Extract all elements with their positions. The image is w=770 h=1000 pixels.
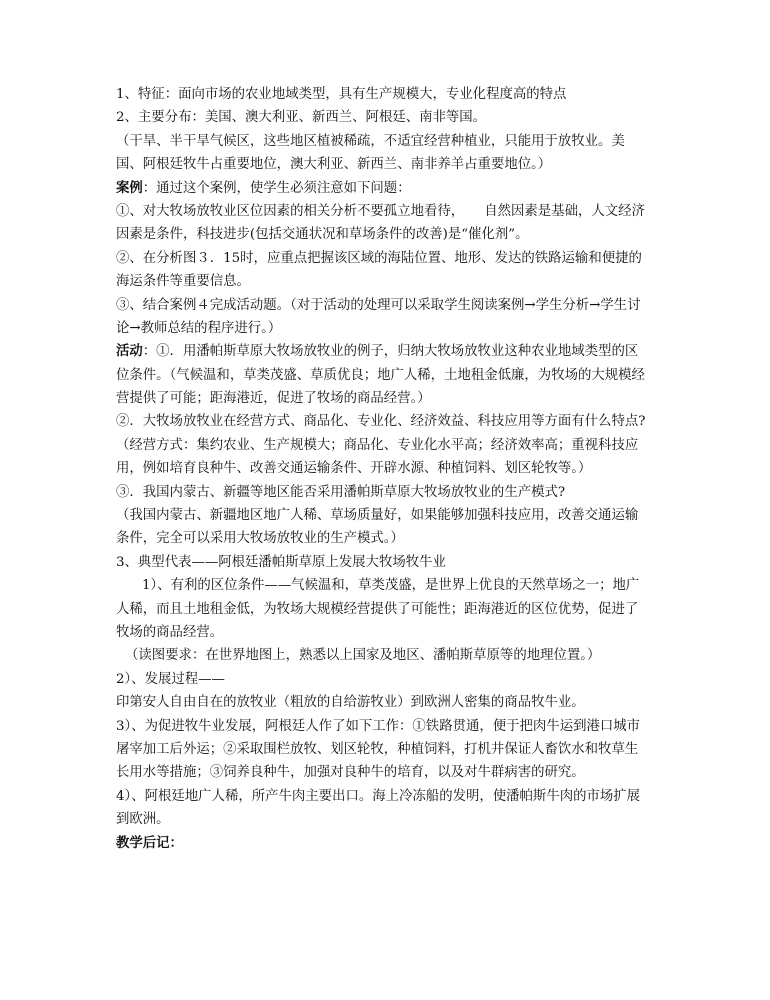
section-label: 案例 (116, 179, 143, 196)
text-line (116, 247, 661, 270)
text-line (116, 598, 661, 621)
text-line (116, 317, 661, 340)
line-text: （我国内蒙古、新疆地区地广人稀、草场质量好，如果能够加强科技应用，改善交通运输 (116, 508, 639, 524)
text-line (116, 481, 661, 504)
text-line (116, 808, 661, 831)
line-text: （读图要求：在世界地图上，熟悉以上国家及地区、潘帕斯草原等的地理位置。） (125, 648, 601, 664)
line-text: 屠宰加工后外运；②采取围栏放牧、划区轮牧，种植饲料，打机井保证人畜饮水和牧草生 (116, 741, 639, 757)
text-line (116, 644, 661, 667)
line-text: ③、结合案例４完成活动题。（对于活动的处理可以采取学生阅读案例→学生分析→学生讨 (116, 297, 641, 313)
text-line (116, 177, 661, 200)
text-line (116, 106, 661, 129)
line-text: 2）、发展过程—— (116, 671, 225, 687)
text-line (116, 457, 661, 480)
text-line (116, 83, 661, 106)
text-line (116, 130, 661, 153)
text-line (116, 434, 661, 457)
line-text: 长用水等措施；③饲养良种牛，加强对良种牛的培育，以及对牛群病害的研究。 (116, 765, 585, 781)
text-line (116, 364, 661, 387)
line-text: ②、在分析图３．15时，应重点把握该区域的海陆位置、地形、发达的铁路运输和便捷的 (116, 250, 642, 266)
line-text: ：①．用潘帕斯草原大牧场放牧业的例子，归纳大牧场放牧业这种农业地域类型的区 (142, 344, 639, 360)
line-text: 营提供了可能；距海港近，促进了牧场的商品经营。） (116, 391, 431, 407)
text-line (116, 294, 661, 317)
text-line (116, 668, 661, 691)
text-line (116, 504, 661, 527)
text-line (116, 410, 661, 433)
text-line (116, 387, 661, 410)
teaching-notes-heading: 教学后记： (116, 834, 183, 851)
text-line (116, 153, 661, 176)
line-text: 印第安人自由自在的放牧业（粗放的自给游牧业）到欧洲人密集的商品牧牛业。 (116, 695, 585, 711)
line-text: （干旱、半干旱气候区，这些地区植被稀疏，不适宜经营种植业，只能用于放牧业。美 (116, 133, 625, 149)
document-body (116, 83, 661, 855)
line-text: 1、特征：面向市场的农业地域类型，具有生产规模大，专业化程度高的特点 (116, 87, 567, 102)
line-text: ②．大牧场放牧业在经营方式、商品化、专业化、经济效益、科技应用等方面有什么特点? (116, 414, 646, 430)
line-text: 到欧洲。 (116, 812, 170, 828)
line-text: 国、阿根廷牧牛占重要地位，澳大利亚、新西兰、南非养羊占重要地位。） (116, 157, 552, 173)
text-line (116, 761, 661, 784)
text-line (116, 785, 661, 808)
line-text: ③．我国内蒙古、新疆等地区能否采用潘帕斯草原大牧场放牧业的生产模式? (116, 484, 566, 500)
line-text: 人稀，而且土地租金低，为牧场大规模经营提供了可能性；距海港近的区位优势，促进了 (116, 601, 639, 617)
line-text: 条件，完全可以采用大牧场放牧业的生产模式。） (116, 531, 404, 547)
text-line (116, 715, 661, 738)
text-line (116, 200, 661, 223)
text-line (116, 527, 661, 550)
line-text: （经营方式：集约农业、生产规模大；商品化、专业化水平高；经济效率高；重视科技应 (116, 437, 639, 453)
line-text: 海运条件等重要信息。 (116, 274, 250, 290)
line-text: 1）、有利的区位条件——气候温和，草类茂盛，是世界上优良的天然草场之一；地广 (142, 578, 640, 594)
line-text: 位条件。（气候温和，草类茂盛、草质优良；地广人稀，土地租金低廉，为牧场的大规模经 (116, 367, 645, 383)
line-text: 牧场的商品经营。 (116, 624, 224, 640)
line-text: ①、对大牧场放牧业区位因素的相关分析不要孤立地看待， 自然因素是基础，人文经济 (116, 203, 645, 219)
text-line (116, 551, 661, 574)
text-line (116, 738, 661, 761)
line-text: 2、主要分布：美国、澳大利亚、新西兰、阿根廷、南非等国。 (116, 110, 487, 126)
line-text: ：通过这个案例，使学生必须注意如下问题： (142, 180, 411, 196)
text-line (116, 340, 661, 363)
line-text: 4）、阿根廷地广人稀，所产牛肉主要出口。海上冷冻船的发明，使潘帕斯牛肉的市场扩展 (116, 788, 641, 804)
line-text: 3、典型代表——阿根廷潘帕斯草原上发展大牧场牧牛业 (116, 554, 446, 570)
text-line (116, 832, 661, 855)
text-line (116, 691, 661, 714)
text-line (116, 223, 661, 246)
text-line (116, 574, 661, 597)
line-text: 因素是条件，科技进步(包括交通状况和草场条件的改善)是“催化剂”。 (116, 227, 529, 243)
text-line (116, 621, 661, 644)
section-label: 活动 (116, 343, 143, 360)
text-line (116, 270, 661, 293)
line-text: 用，例如培育良种牛、改善交通运输条件、开辟水源、种植饲料、划区轮牧等。） (116, 461, 592, 477)
line-text: 3）、为促进牧牛业发展，阿根廷人作了如下工作：①铁路贯通，便于把肉牛运到港口城市 (116, 718, 641, 734)
line-text: 论→教师总结的程序进行。） (116, 320, 282, 336)
